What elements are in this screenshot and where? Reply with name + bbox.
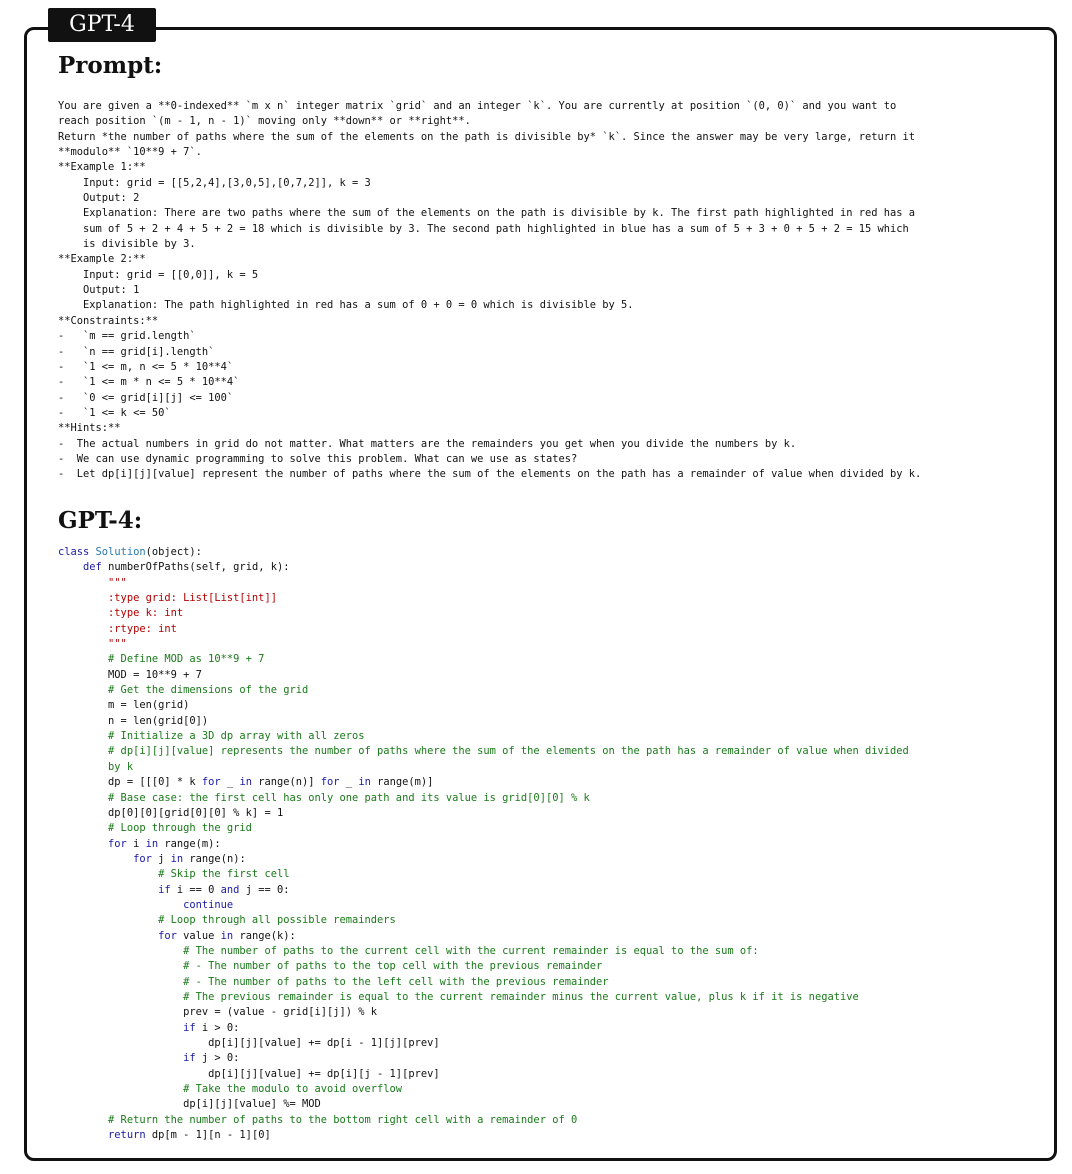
- code-line: [58, 913, 1043, 928]
- code-token: in: [220, 929, 234, 942]
- code-line: [58, 760, 1043, 775]
- prompt-line: Output: 2: [58, 192, 140, 205]
- code-token: i: [126, 837, 146, 850]
- code-line: [58, 576, 1043, 591]
- code-line: [58, 929, 1043, 944]
- prompt-line: - `n == grid[i].length`: [58, 345, 215, 358]
- code-line: [58, 975, 1043, 990]
- code-block: [58, 545, 1043, 1143]
- code-line: [58, 714, 1043, 729]
- code-token: [58, 899, 183, 911]
- code-line: [58, 698, 1043, 713]
- code-token: """: [58, 638, 127, 651]
- code-token: for: [320, 776, 340, 789]
- code-line: [58, 1005, 1043, 1020]
- code-token: # - The number of paths to the left cell with the previous remainder: [58, 975, 609, 988]
- code-token: range(n):: [183, 852, 246, 865]
- code-token: range(k):: [233, 929, 296, 942]
- code-token: # Base case: the first cell has only one path and its value is grid[0][0] % k: [58, 791, 590, 804]
- code-token: Solution: [95, 546, 146, 558]
- code-line: [58, 1128, 1043, 1143]
- code-line: [58, 744, 1043, 759]
- prompt-line: - `1 <= m, n <= 5 * 10**4`: [58, 360, 234, 373]
- code-token: (object):: [145, 546, 202, 558]
- code-token: # Loop through the grid: [58, 822, 252, 835]
- code-token: j > 0:: [195, 1052, 240, 1065]
- code-token: [58, 884, 158, 896]
- prompt-text: [58, 99, 1043, 483]
- code-token: MOD = 10**9 + 7: [58, 668, 202, 681]
- code-token: [58, 1052, 183, 1064]
- code-token: in: [170, 852, 184, 865]
- code-line: [58, 622, 1043, 637]
- code-line: [58, 1036, 1043, 1051]
- code-token: in: [145, 837, 159, 850]
- code-token: """: [58, 576, 127, 589]
- code-token: range(m)]: [370, 776, 434, 789]
- code-line: [58, 806, 1043, 821]
- prompt-heading: Prompt:: [58, 52, 163, 79]
- code-line: [58, 1097, 1043, 1112]
- code-line: [58, 791, 1043, 806]
- code-token: dp[i][j][value] += dp[i - 1][j][prev]: [58, 1037, 440, 1049]
- code-token: numberOfPaths(self, grid, k):: [108, 561, 290, 574]
- code-token: j == 0:: [239, 883, 290, 896]
- prompt-line: is divisible by 3.: [58, 238, 196, 251]
- code-line: [58, 821, 1043, 836]
- code-token: # - The number of paths to the top cell with the previous remainder: [58, 960, 603, 973]
- code-line: [58, 668, 1043, 683]
- code-line: [58, 637, 1043, 652]
- code-line: [58, 1051, 1043, 1066]
- code-token: range(m):: [158, 837, 221, 850]
- code-token: j: [151, 852, 171, 865]
- code-token: :rtype: int: [58, 622, 177, 635]
- code-token: i == 0: [170, 883, 221, 896]
- code-token: [58, 1129, 108, 1141]
- code-token: n = len(grid[0]): [58, 714, 209, 727]
- code-token: # The number of paths to the current cell with the current remainder is equal to the sum of:: [58, 944, 759, 957]
- code-line: [58, 591, 1043, 606]
- code-token: :type k: int: [58, 607, 184, 620]
- code-token: if: [183, 1021, 196, 1034]
- prompt-line: reach position `(m - 1, n - 1)` moving only **down** or **right**.: [58, 115, 471, 128]
- code-line: [58, 1113, 1043, 1128]
- code-line: [58, 959, 1043, 974]
- prompt-line: Return *the number of paths where the sum of the elements on the path is divisible by* `k`. Since the answer may be very large, return it: [58, 130, 916, 143]
- code-token: m = len(grid): [58, 699, 190, 712]
- code-token: # Skip the first cell: [58, 868, 290, 881]
- code-line: [58, 1021, 1043, 1036]
- code-line: [58, 683, 1043, 698]
- code-token: for: [108, 837, 127, 850]
- prompt-line: **Example 1:**: [58, 161, 146, 174]
- code-line: [58, 837, 1043, 852]
- code-line: [58, 944, 1043, 959]
- code-token: [58, 1022, 183, 1034]
- code-token: [58, 561, 83, 573]
- code-token: # Define MOD as 10**9 + 7: [58, 653, 265, 666]
- code-line: [58, 867, 1043, 882]
- code-line: [58, 560, 1043, 575]
- code-line: [58, 775, 1043, 790]
- code-token: # Get the dimensions of the grid: [58, 684, 309, 697]
- code-token: if: [183, 1052, 196, 1065]
- model-badge: GPT-4: [48, 8, 156, 42]
- code-token: dp[m - 1][n - 1][0]: [145, 1129, 271, 1142]
- code-token: dp[0][0][grid[0][0] % k] = 1: [58, 806, 284, 819]
- code-line: [58, 990, 1043, 1005]
- prompt-line: Explanation: There are two paths where the sum of the elements on the path is divisible by k. The first path highlighted in red has a: [58, 207, 916, 220]
- code-token: if: [158, 883, 171, 896]
- prompt-line: **modulo** `10**9 + 7`.: [58, 146, 202, 159]
- code-line: [58, 1082, 1043, 1097]
- code-line: [58, 1067, 1043, 1082]
- prompt-line: Output: 1: [58, 284, 140, 297]
- code-line: [58, 729, 1043, 744]
- code-token: return: [108, 1129, 146, 1142]
- code-token: :type grid: List[List[int]]: [58, 592, 277, 605]
- code-token: _: [339, 776, 359, 789]
- code-token: # dp[i][j][value] represents the number of paths where the sum of the elements on the path has a remainder of value when divided: [58, 745, 909, 758]
- code-token: for: [133, 852, 152, 865]
- prompt-line: Input: grid = [[5,2,4],[3,0,5],[0,7,2]], k = 3: [58, 176, 371, 189]
- code-token: class: [58, 546, 96, 558]
- prompt-line: Input: grid = [[0,0]], k = 5: [58, 268, 259, 281]
- prompt-line: **Example 2:**: [58, 253, 146, 266]
- code-token: in: [358, 776, 371, 789]
- code-token: continue: [183, 898, 234, 911]
- code-token: [58, 853, 133, 865]
- prompt-line: **Hints:**: [58, 422, 121, 435]
- prompt-line: Explanation: The path highlighted in red has a sum of 0 + 0 = 0 which is divisible by 5.: [58, 299, 634, 312]
- code-token: value: [176, 929, 221, 942]
- code-token: by k: [58, 760, 134, 773]
- prompt-line: - `0 <= grid[i][j] <= 100`: [58, 391, 234, 404]
- code-line: [58, 883, 1043, 898]
- prompt-line: - `1 <= k <= 50`: [58, 406, 171, 419]
- code-line: [58, 852, 1043, 867]
- code-token: # Loop through all possible remainders: [58, 914, 396, 927]
- code-token: [58, 838, 108, 850]
- code-token: # Take the modulo to avoid overflow: [58, 1083, 403, 1096]
- code-token: # The previous remainder is equal to the current remainder minus the current value, plus k if it is negative: [58, 990, 859, 1003]
- code-token: and: [220, 883, 240, 896]
- code-line: [58, 606, 1043, 621]
- code-line: [58, 898, 1043, 913]
- code-token: range(n)]: [251, 776, 321, 789]
- prompt-line: **Constraints:**: [58, 314, 159, 327]
- code-token: dp[i][j][value] %= MOD: [58, 1098, 321, 1111]
- prompt-line: - We can use dynamic programming to solve this problem. What can we use as states?: [58, 452, 578, 465]
- code-token: # Initialize a 3D dp array with all zeros: [58, 730, 365, 743]
- code-token: dp[i][j][value] += dp[i][j - 1][prev]: [58, 1067, 440, 1080]
- prompt-line: - `1 <= m * n <= 5 * 10**4`: [58, 376, 240, 389]
- prompt-line: - The actual numbers in grid do not matter. What matters are the remainders you get when you divide the numbers by k.: [58, 437, 797, 450]
- code-token: i > 0:: [195, 1021, 240, 1034]
- code-line: [58, 545, 1043, 560]
- code-line: [58, 652, 1043, 667]
- code-token: _: [220, 776, 240, 789]
- prompt-line: sum of 5 + 2 + 4 + 5 + 2 = 18 which is divisible by 3. The second path highlighted in blue has a sum of 5 + 3 + 0 + 5 + 2 = 15 which: [58, 222, 909, 235]
- response-heading: GPT-4:: [58, 507, 143, 534]
- code-token: [58, 930, 158, 942]
- code-token: prev = (value - grid[i][j]) % k: [58, 1006, 378, 1019]
- code-token: def: [83, 561, 109, 574]
- prompt-line: - Let dp[i][j][value] represent the number of paths where the sum of the elements on the path has a remainder of value when divided by k.: [58, 468, 922, 481]
- prompt-line: - `m == grid.length`: [58, 330, 196, 343]
- code-token: # Return the number of paths to the bottom right cell with a remainder of 0: [58, 1113, 578, 1126]
- code-token: for: [158, 929, 177, 942]
- code-token: in: [239, 776, 252, 789]
- code-token: dp = [[[0] * k: [58, 776, 202, 789]
- code-token: for: [201, 776, 221, 789]
- prompt-line: You are given a **0-indexed** `m x n` integer matrix `grid` and an integer `k`. You are currently at position `(0, 0)` and you want to: [58, 100, 897, 112]
